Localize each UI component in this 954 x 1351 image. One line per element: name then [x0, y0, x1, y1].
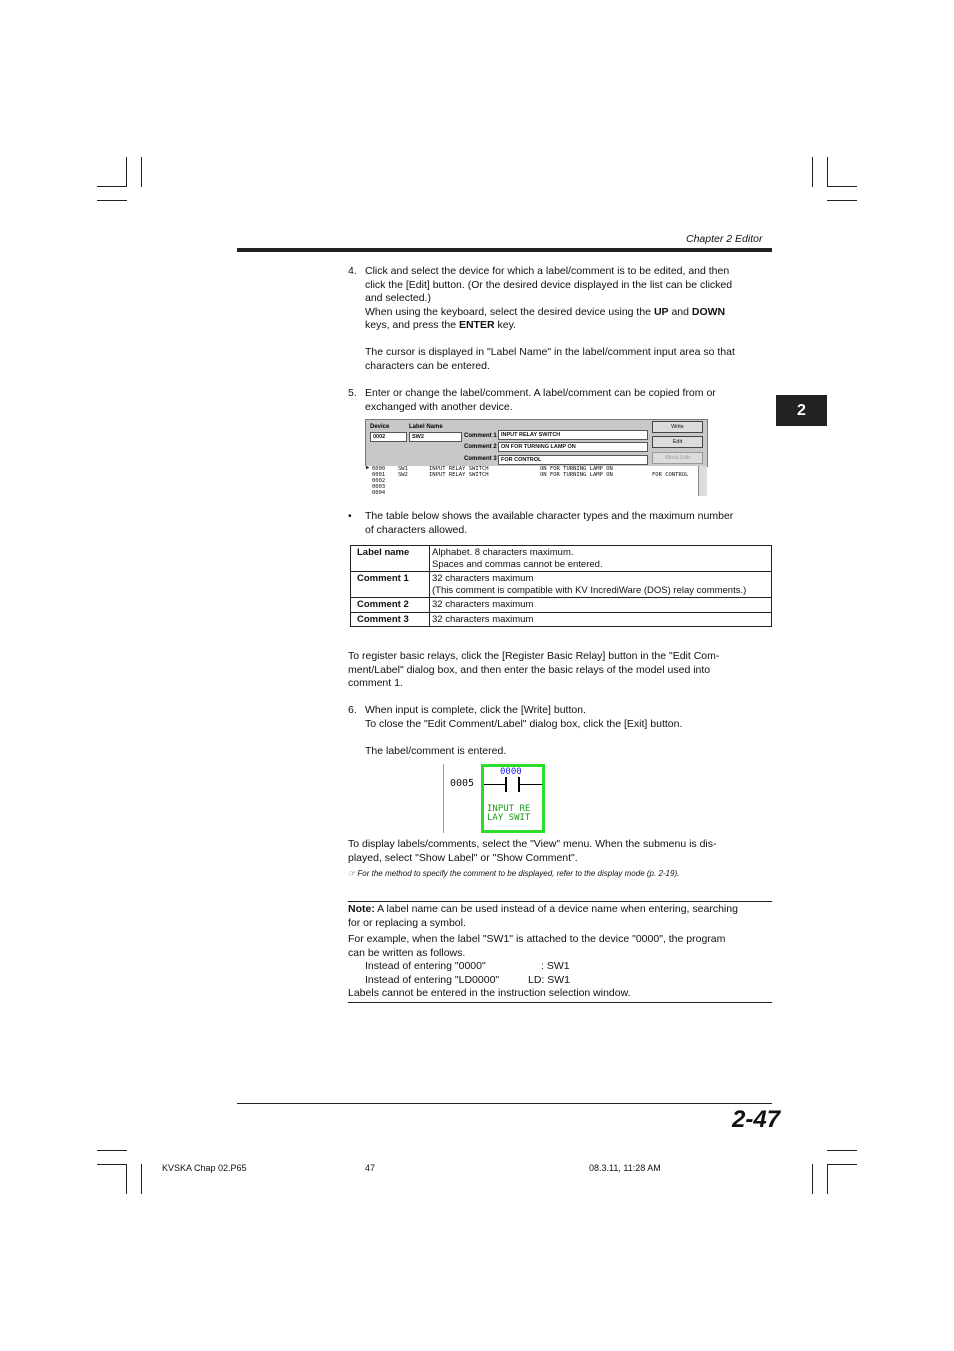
- comment2-field[interactable]: ON FOR TURNING LAMP ON: [498, 442, 648, 452]
- contact-comment: INPUT RE LAY SWIT: [487, 804, 531, 823]
- block-edit-button[interactable]: Block Edit: [652, 452, 703, 464]
- character-spec-table: [350, 545, 772, 627]
- header-rule: [237, 248, 772, 252]
- comment1-label: Comment 1: [464, 433, 497, 439]
- step5-text: Enter or change the label/comment. A label/comment can be copied from or exchanged with another device.: [365, 387, 716, 413]
- rung-line: [520, 784, 542, 785]
- list-marker: ▶: [366, 465, 370, 471]
- footer-rule: [237, 1103, 772, 1104]
- bullet-mark: •: [348, 510, 352, 522]
- table-row[interactable]: 0002: [372, 478, 386, 484]
- edit-button[interactable]: Edit: [652, 436, 703, 448]
- table-row[interactable]: 0003: [372, 484, 386, 490]
- comment3-field[interactable]: FOR CONTROL: [498, 455, 648, 465]
- device-list[interactable]: ▶ 0000 SW1 INPUT RELAY SWITCH ON FOR TURNING LAMP ON 0001 SW2 INPUT RELAY SWITCH ON FOR TURNING LAMP ON FOR CONTROL 0002 0003 0004: [365, 466, 707, 496]
- table-row: Comment 3 32 characters maximum: [351, 612, 772, 627]
- device-field[interactable]: 0002: [370, 432, 407, 442]
- write-button[interactable]: Write: [652, 421, 703, 433]
- page-number: 2-47: [732, 1106, 781, 1133]
- step-number: 4.: [348, 265, 357, 277]
- step-number: 6.: [348, 704, 357, 716]
- step4-text: Click and select the device for which a label/comment is to be edited, and then click the [Edit] button. (Or the desired device displayed in the list can be clicked and selected.) When using the keyboard, select the desired device using the UP and DOWN keys, and press the ENTER key. The cursor is displayed in "Label Name" in the label/comment input area so that characters can be entered.: [365, 265, 735, 372]
- note-bottom-rule: [348, 1002, 772, 1003]
- footer-file: KVSKA Chap 02.P65: [162, 1163, 247, 1173]
- table-row[interactable]: 0004: [372, 490, 386, 496]
- contact-bar: [505, 777, 507, 792]
- chapter-header: Chapter 2 Editor: [686, 233, 763, 245]
- list-scrollbar[interactable]: [698, 466, 707, 496]
- rung-line: [484, 784, 505, 785]
- label-name-label: Label Name: [409, 424, 443, 430]
- register-paragraph: To register basic relays, click the [Register Basic Relay] button in the "Edit Com- ment/Label" dialog box, and then enter the basic relays of the model used into comment 1.: [348, 650, 720, 689]
- footer-date: 08.3.11, 11:28 AM: [589, 1163, 661, 1173]
- note-box: Note: A label name can be used instead of a device name when entering, searching for or replacing a symbol. For example, when the label "SW1" is attached to the device "0000", the program can be written as follows. Instead of entering "0000" : SW1 Instead of entering "LD0000" LD: SW1 Labels cannot be entered in the instruction selection window.: [348, 903, 738, 999]
- reference-note: ☞ For the method to specify the comment to be displayed, refer to the display mode (p. 2-19).: [348, 869, 680, 878]
- step6-text: When input is complete, click the [Write] button. To close the "Edit Comment/Label" dialog box, click the [Exit] button. The label/comment is entered.: [365, 704, 683, 757]
- step-number: 5.: [348, 387, 357, 399]
- comment3-label: Comment 3: [464, 456, 497, 462]
- device-label: Device: [370, 424, 390, 430]
- table-row: Comment 1 32 characters maximum (This comment is compatible with KV IncrediWare (DOS) relay comments.): [351, 572, 772, 598]
- table-row[interactable]: 0000: [372, 466, 386, 472]
- comment2-label: Comment 2: [464, 444, 497, 450]
- ladder-contact[interactable]: [481, 764, 545, 833]
- table-row: Comment 2 32 characters maximum: [351, 598, 772, 613]
- bullet-text: The table below shows the available character types and the maximum number of characters allowed.: [365, 510, 734, 536]
- table-row[interactable]: 0001: [372, 472, 386, 478]
- comment1-field[interactable]: INPUT RELAY SWITCH: [498, 430, 648, 440]
- contact-device: 0000: [500, 767, 522, 777]
- display-paragraph: To display labels/comments, select the "View" menu. When the submenu is dis- played, select "Show Label" or "Show Comment".: [348, 838, 717, 864]
- chapter-tab: 2: [776, 395, 827, 426]
- table-row: Label name Alphabet. 8 characters maximum. Spaces and commas cannot be entered.: [351, 546, 772, 572]
- ladder-rail: [443, 764, 444, 833]
- note-top-rule: [348, 901, 772, 902]
- edit-comment-dialog: [365, 419, 708, 467]
- ladder-line-number: 0005: [450, 778, 475, 789]
- label-name-field[interactable]: SW2: [409, 432, 462, 442]
- footer-page: 47: [365, 1163, 376, 1173]
